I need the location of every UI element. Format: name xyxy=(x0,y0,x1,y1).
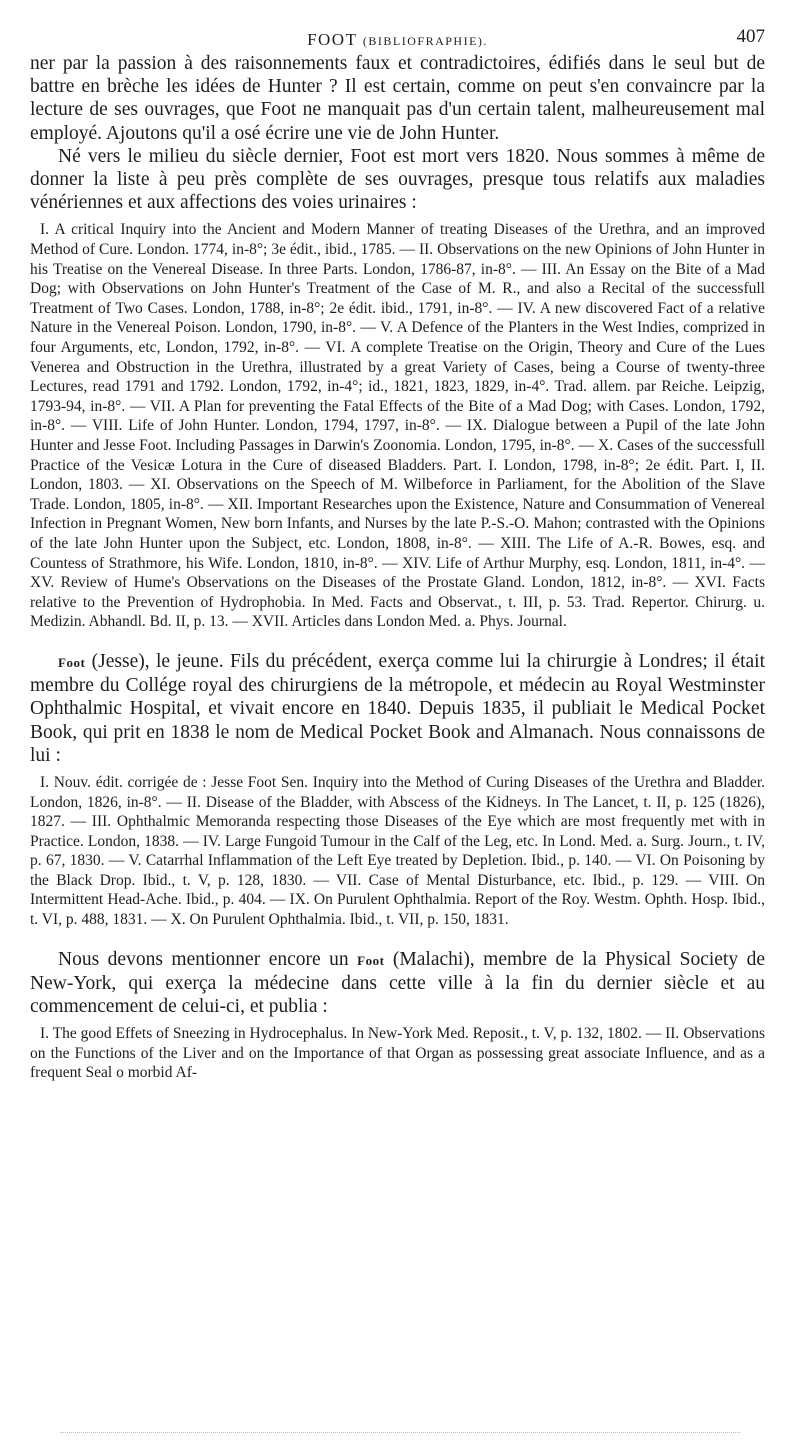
entry-text: (Malachi), membre de la Physical Society de New-York, qui exerça la médecine dans cette ville à la fin du dernier siècle et au commencement de celui-ci, et publia : xyxy=(30,948,765,1018)
entry-name: Foot xyxy=(357,952,385,968)
bibliography-foot-senior: I. A critical Inquiry into the Ancient and Modern Manner of treating Diseases of the Urethra, and an improved Method of Cure. London. 1774, in-8°; 3e édit., ibid., 1785. — II. Observations on the new Opinions of John Hunter in his Treatise on the Venereal Disease. In three Parts. London, 1786-87, in-8°. — III. An Essay on the Bite of a Mad Dog; with Observations on John Hunter's Treatment of the Case of M. R., and also a Recital of the successfull Treatment of Two Cases. London, 1788, in-8°; 2e édit. ibid., 1791, in-8°. — IV. A new discovered Fact of a relative Nature in the Venereal Poison. London, 1790, in-8°. — V. A Defence of the Planters in the West Indies, comprized in four Arguments, etc, London, 1792, in-8°. — VI. A complete Treatise on the Origin, Theory and Cure of the Lues Venerea and Obstruction in the Urethra, illustrated by a great Variety of Cases, being a Course of twenty-three Lectures, read 1791 and 1792. London, 1792, in-4°; id., 1821, 1823, 1829, in-4°. Trad. allem. par Reiche. Leipzig, 1793-94, in-8°. — VII. A Plan for preventing the Fatal Effects of the Bite of a Mad Dog; with Cases. London, 1792, in-8°. — VIII. Life of John Hunter. London, 1794, 1797, in-8°. — IX. Dialogue between a Pupil of the late John Hunter and Jesse Foot. Including Passages in Darwin's Zoonomia. London, 1795, in-8°. — X. Cases of the successfull Practice of the Vesicæ Lotura in the Cure of diseased Bladders. Part. I. London, 1798, in-8°; 2e édit. Part. I, II. London, 1803. — XI. Observations on the Speech of M. Wilbeforce in Parliament, for the Abolition of the Slave Trade. London, 1805, in-8°. — XII. Important Researches upon the Existence, Nature and Consummation of Venereal Infection in Pregnant Women, New born Infants, and Nurses by the late P.-S.-O. Mahon; contrasted with the Opinions of the late John Hunter upon the Subject, etc. London, 1808, in-8°. — XIII. The Life of A.-R. Bowes, esq. and Countess of Strathmore, his Wife. London, 1810, in-8°. — XIV. Life of Arthur Murphy, esq. London, 1811, in-4°. — XV. Review of Hume's Observations on the Diseases of the Prostate Gland. London, 1812, in-8°. — XVI. Facts relative to the Prevention of Hydrophobia. In Med. Facts and Observat., t. III, p. 53. Trad. Repertor. Chirurg. u. Medizin. Abhandl. Bd. II, p. 13. — XVII. Articles dans London Med. a. Phys. Journal. xyxy=(30,221,765,631)
entry-lead: Nous devons mentionner encore un xyxy=(58,948,358,970)
header-subtitle: (BIBLIOFRAPHIE). xyxy=(362,34,488,48)
bibliography-foot-malachi: I. The good Effets of Sneezing in Hydrocephalus. In New-York Med. Reposit., t. V, p. 132, 1802. — II. Observations on the Functions of the Liver and on the Importance of that Organ as possessing great associate Influence, and as a frequent Seal o morbid Af- xyxy=(30,1025,765,1082)
page-number: 407 xyxy=(736,26,765,47)
paragraph-hunter-critique: ner par la passion à des raisonnements faux et contradictoires, édifiés dans le seul but de battre en brèche les idées de Hunter ? Il est certain, comme on peut s'en convaincre par la lecture de ses ouvrages, que Foot ne manquait pas d'un certain talent, malheureusement mal employé. Ajoutons qu'il a osé écrire une vie de John Hunter. xyxy=(30,53,765,144)
footer-rule xyxy=(60,1432,740,1433)
entry-foot-malachi xyxy=(30,948,765,1019)
entry-foot-jesse xyxy=(30,650,765,767)
entry-name: Foot xyxy=(58,654,86,670)
paragraph-foot-biography: Né vers le milieu du siècle dernier, Foot est mort vers 1820. Nous sommes à même de donner la liste à peu près complète de ses ouvrages, presque tous relatifs aux maladies vénériennes et aux affections des voies urinaires : xyxy=(30,145,765,214)
header-title: FOOT xyxy=(307,30,358,49)
running-header xyxy=(30,22,765,52)
entry-text: (Jesse), le jeune. Fils du précédent, exerça comme lui la chirurgie à Londres; il était membre du Collége royal des chirurgiens de la métropole, et médecin au Royal Westminster Ophthalmic Hospital, et vivait encore en 1840. Depuis 1835, il publiait le Medical Pocket Book, qui prit en 1838 le nom de Medical Pocket Book and Almanach. Nous connaissons de lui : xyxy=(30,650,765,766)
bibliography-foot-jesse: I. Nouv. édit. corrigée de : Jesse Foot Sen. Inquiry into the Method of Curing Diseases of the Urethra and Bladder. London, 1826, in-8°. — II. Disease of the Bladder, with Abscess of the Kidneys. In The Lancet, t. II, p. 125 (1826), 1827. — III. Ophthalmic Memoranda respecting those Diseases of the Eye which are most frequently met with in Practice. London, 1838. — IV. Large Fungoid Tumour in the Calf of the Leg, etc. In Lond. Med. a. Surg. Journ., t. IV, p. 67, 1830. — V. Catarrhal Inflammation of the Left Eye treated by Depletion. Ibid., p. 140. — VI. On Poisoning by the Black Drop. Ibid., t. V, p. 128, 1830. — VII. Case of Mental Disturbance, etc. Ibid., p. 129. — VIII. On Intermittent Head-Ache. Ibid., p. 404. — IX. On Purulent Ophthalmia. Report of the Roy. Westm. Ophth. Hosp. Ibid., t. VI, p. 488, 1831. — X. On Purulent Ophthalmia. Ibid., t. VII, p. 150, 1831. xyxy=(30,773,765,929)
page xyxy=(30,22,765,1083)
running-title xyxy=(30,30,765,50)
